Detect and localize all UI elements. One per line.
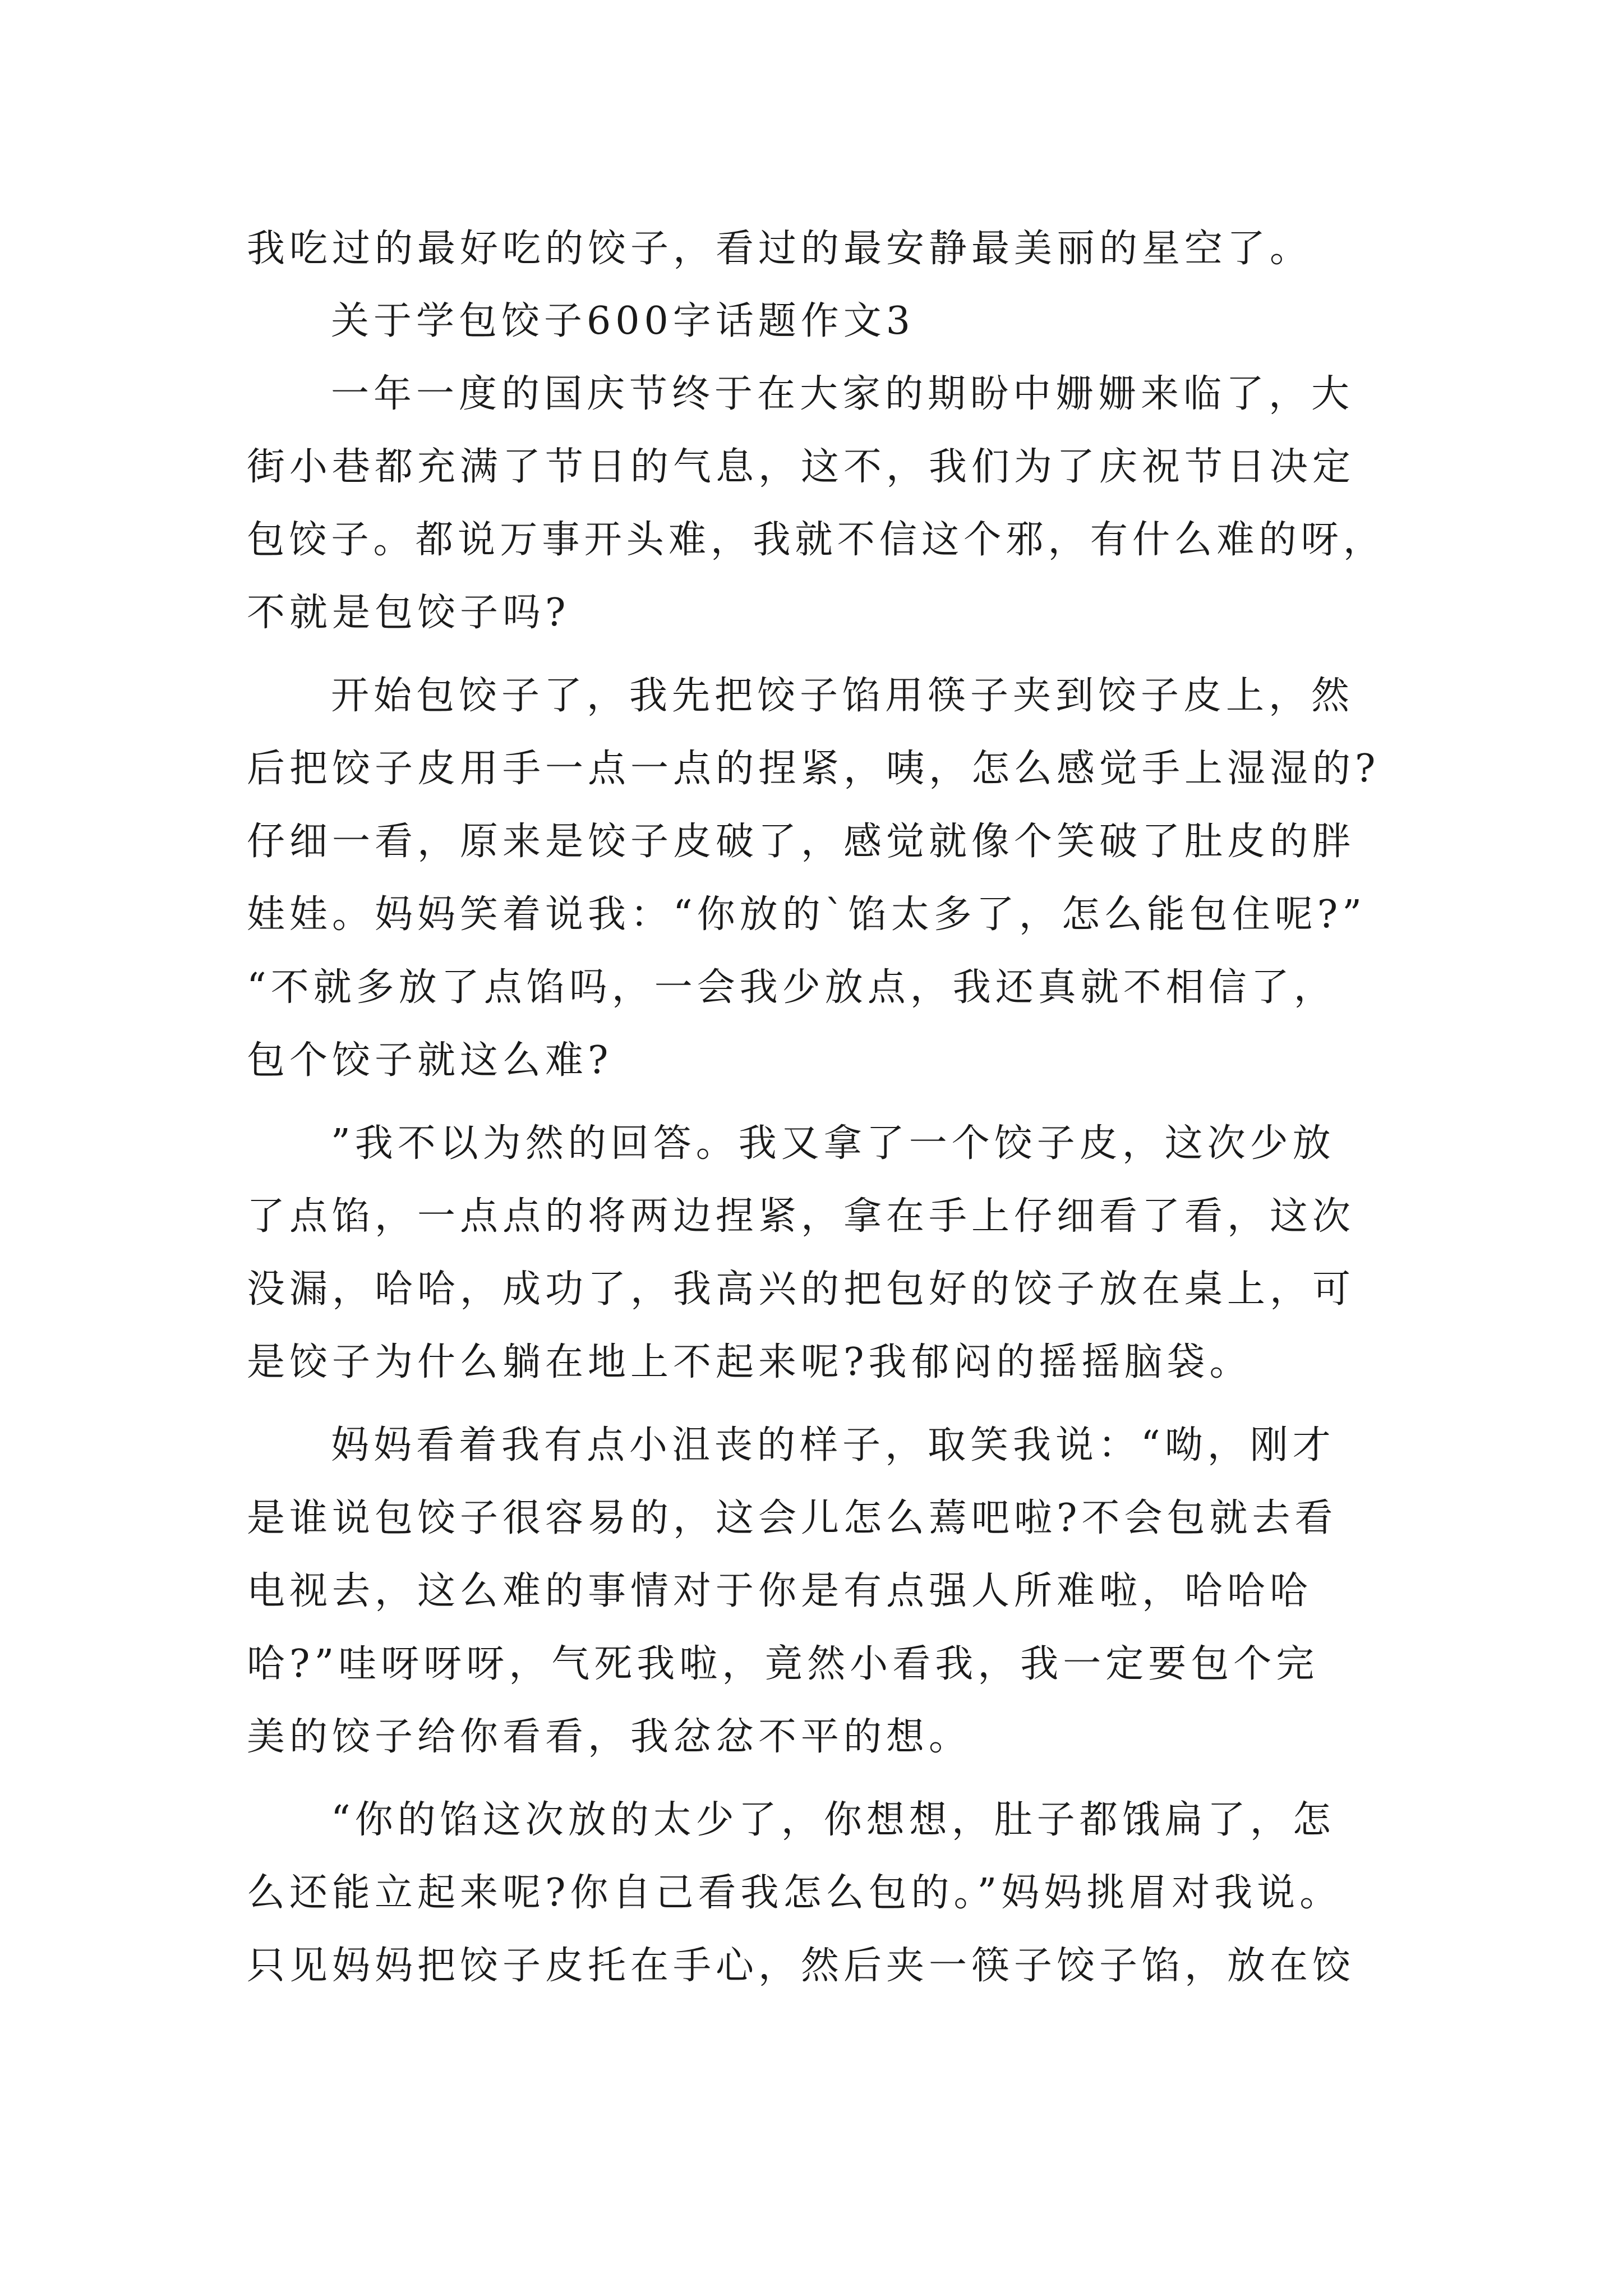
paragraph-text: 电视去，这么难的事情对于你是有点强人所难啦，哈哈哈 (247, 1569, 1313, 1613)
paragraph-text: 不就是包饺子吗? (247, 591, 570, 635)
paragraph-text: 娃娃。妈妈笑着说我：“你放的`馅太多了，怎么能包住呢?” (247, 892, 1366, 937)
paragraph-text: 包饺子。都说万事开头难，我就不信这个邪，有什么难的呀， (247, 518, 1386, 562)
paragraph-text: 一年一度的国庆节终于在大家的期盼中姗姗来临了，大 (331, 372, 1354, 416)
paragraph-text: 我吃过的最好吃的饺子，看过的最安静最美丽的星空了。 (247, 227, 1313, 271)
paragraph-text: “不就多放了点馅吗，一会我少放点，我还真就不相信了， (247, 965, 1336, 1010)
paragraph-text: 仔细一看，原来是饺子皮破了，感觉就像个笑破了肚皮的胖 (247, 820, 1355, 864)
paragraph-text: 街小巷都充满了节日的气息，这不，我们为了庆祝节日决定 (247, 445, 1355, 489)
paragraph-text: “你的馅这次放的太少了，你想想，肚子都饿扁了，怎 (331, 1798, 1335, 1842)
section-heading: 关于学包饺子600字话题作文3 (331, 299, 915, 343)
paragraph-text: 是谁说包饺子很容易的，这会儿怎么蔫吧啦?不会包就去看 (247, 1496, 1338, 1540)
paragraph-text: 包个饺子就这么难? (247, 1038, 613, 1083)
paragraph-text: ”我不以为然的回答。我又拿了一个饺子皮，这次少放 (331, 1121, 1335, 1166)
paragraph-text: 没漏，哈哈，成功了，我高兴的把包好的饺子放在桌上，可 (247, 1267, 1355, 1312)
paragraph-text: 妈妈看着我有点小沮丧的样子，取笑我说：“呦，刚才 (331, 1423, 1335, 1467)
paragraph-text: 只见妈妈把饺子皮托在手心，然后夹一筷子饺子馅，放在饺 (247, 1944, 1355, 1988)
paragraph-text: 么还能立起来呢?你自己看我怎么包的。”妈妈挑眉对我说。 (247, 1871, 1343, 1915)
paragraph-text: 开始包饺子了，我先把饺子馅用筷子夹到饺子皮上，然 (331, 674, 1354, 718)
paragraph-text: 是饺子为什么躺在地上不起来呢?我郁闷的摇摇脑袋。 (247, 1340, 1252, 1384)
paragraph-text: 美的饺子给你看看，我忿忿不平的想。 (247, 1715, 972, 1759)
paragraph-text: 哈?”哇呀呀呀，气死我啦，竟然小看我，我一定要包个完 (247, 1642, 1319, 1686)
paragraph-text: 了点馅，一点点的将两边捏紧，拿在手上仔细看了看，这次 (247, 1194, 1355, 1239)
paragraph-text: 后把饺子皮用手一点一点的捏紧，咦，怎么感觉手上湿湿的? (247, 747, 1380, 791)
